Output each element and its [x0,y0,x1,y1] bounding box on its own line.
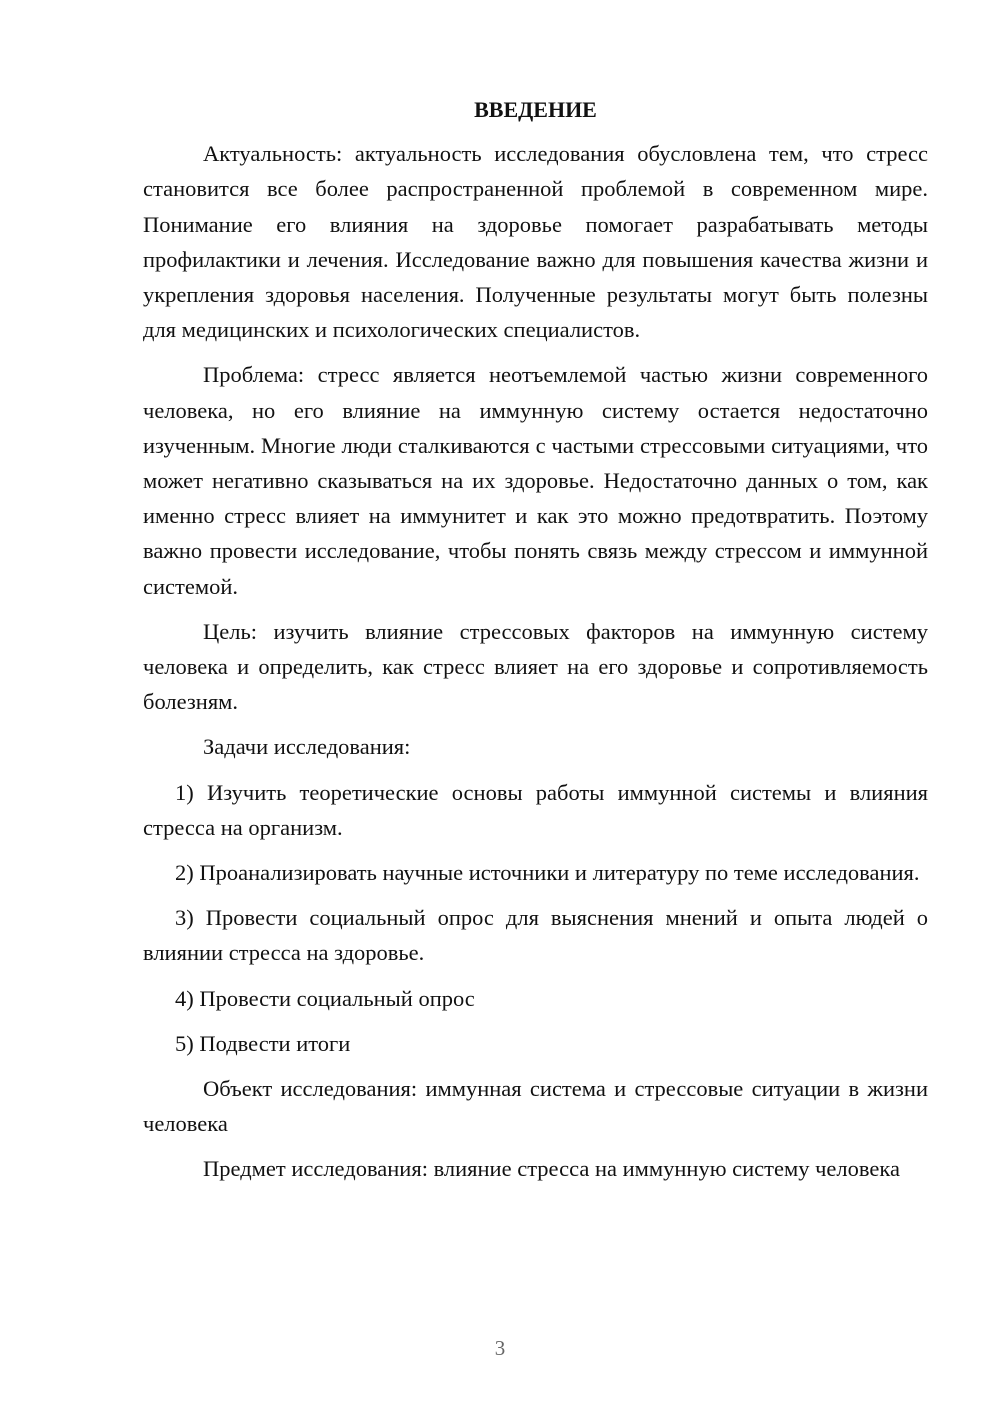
tasks-heading: Задачи исследования: [203,734,411,760]
relevance-paragraph: Актуальность: актуальность исследования обусловлена тем, что стресс становится все более распространенной проблемой в современном мире. Понимание его влияния на здоровье помогает разрабатывать методы профилактики и лечения. Исследование важно для повышения качества жизни и укрепления здоровья населения. Полученные результаты могут быть полезны для медицинских и психологических специалистов. [143,141,928,343]
goal-paragraph: Цель: изучить влияние стрессовых факторов на иммунную систему человека и определить, как стресс влияет на его здоровье и сопротивляемость болезням. [143,618,928,715]
task-item-2: 2) Проанализировать научные источники и литературу по теме исследования. [175,860,920,886]
section-heading: ВВЕДЕНИЕ [474,97,597,122]
object-paragraph: Объект исследования: иммунная система и стрессовые ситуации в жизни человека [143,1076,928,1137]
task-item-4: 4) Провести социальный опрос [175,985,475,1011]
task-item-3: 3) Провести социальный опрос для выяснения мнений и опыта людей о влиянии стресса на здоровье. [143,905,928,966]
problem-paragraph: Проблема: стресс является неотъемлемой частью жизни современного человека, но его влияние на иммунную систему остается недостаточно изученным. Многие люди сталкиваются с частыми стрессовыми ситуациями, что может негативно сказываться на их здоровье. Недостаточно данных о том, как именно стресс влияет на иммунитет и как это можно предотвратить. Поэтому важно провести исследование, чтобы понять связь между стрессом и иммунной системой. [143,362,928,599]
page-number: 3 [494,1336,506,1360]
task-item-1: 1) Изучить теоретические основы работы иммунной системы и влияния стресса на организм. [143,779,928,840]
task-item-5: 5) Подвести итоги [175,1030,351,1056]
subject-paragraph: Предмет исследования: влияние стресса на иммунную систему человека [203,1156,900,1182]
page-content [143,92,928,1197]
